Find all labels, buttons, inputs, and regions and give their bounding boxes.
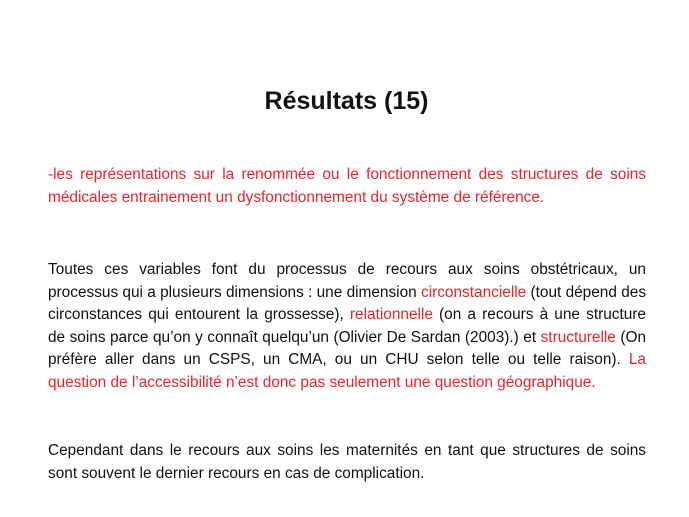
paragraph-variables [48,259,646,394]
highlight-relationnelle: relationnelle [349,306,433,323]
slide-title [0,84,689,118]
paragraph-variables-part3: (on a recours à une structure de soins parce qu’on y connaît quelqu’un (Olivier De Sardan (2003).) et [48,306,646,346]
paragraph-variables-part2: (tout dépend des circonstances qui entourent la grossesse), [48,283,647,323]
paragraph-maternites: Cependant dans le recours aux soins les maternités en tant que structures de soins sont souvent le dernier recours en cas de complication. [48,442,646,482]
slide-title-text: Résultats (15) [264,87,429,115]
highlight-structurelle: structurelle [540,328,616,346]
paragraph-variables-part1: Toutes ces variables font du processus de recours aux soins obstétricaux, un processus qui a plusieurs dimensions : une dimension [48,261,646,301]
highlight-circonstancielle: circonstancielle [421,283,527,301]
highlight-accessibilite: La question de l’accessibilité n’est donc pas seulement une question géographique. [48,351,646,391]
paragraph-variables-part4: (On préfère aller dans un CSPS, un CMA, ou un CHU selon telle ou telle raison). [48,328,647,368]
paragraph-representations: -les représentations sur la renommée ou le fonctionnement des structures de soins médicales entrainement un dysfonctionnement du système de référence. [48,166,646,206]
